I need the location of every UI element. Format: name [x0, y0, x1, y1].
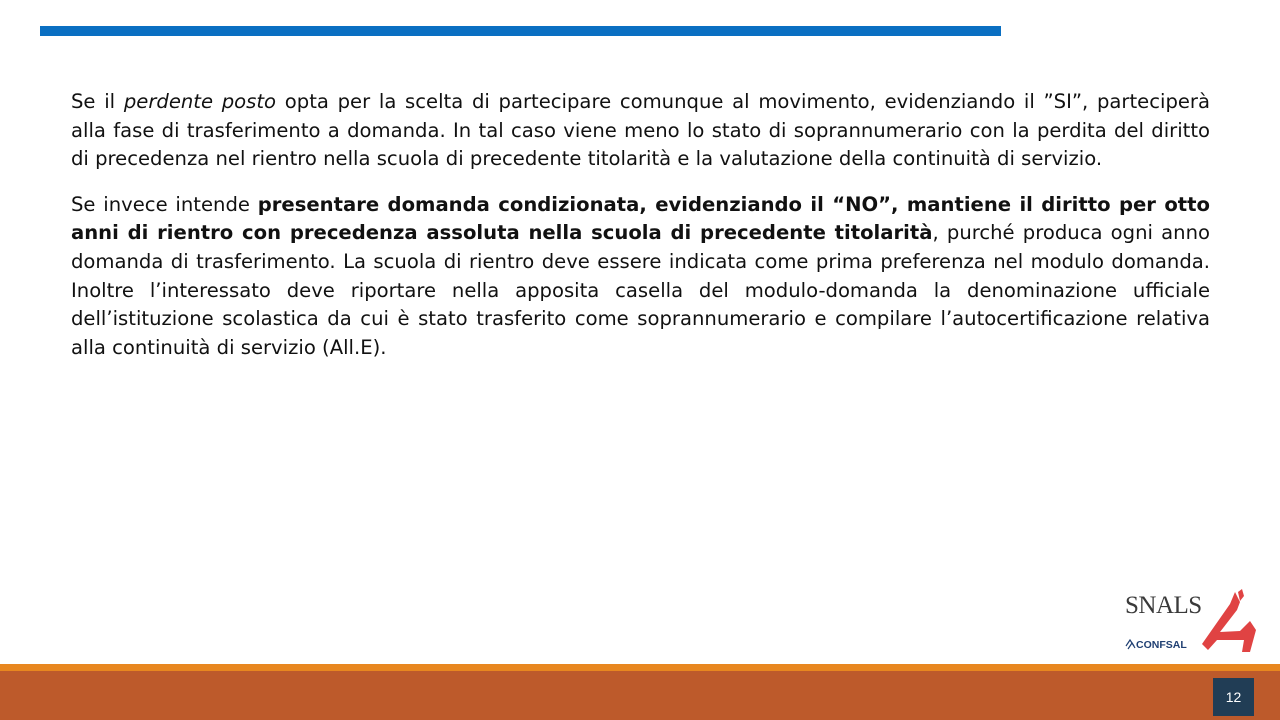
- paragraph-1-lead: Se il: [71, 90, 124, 113]
- snals-logo-graphic: [1118, 584, 1258, 660]
- page-number: 12: [1213, 678, 1254, 716]
- top-accent-bar: [40, 26, 1001, 36]
- svg-text:CONFSAL: CONFSAL: [1136, 639, 1187, 651]
- footer-accent-stripe: [0, 664, 1280, 671]
- footer-band: [0, 671, 1280, 720]
- paragraph-1-rest: opta per la scelta di partecipare comunque al movimento, evidenziando il ”SI”, parteciperà alla fase di trasferimento a domanda. In tal caso viene meno lo stato di soprannumerario con la perdita del diritto di precedenza nel rientro nella scuola di precedente titolarità e la valutazione della continuità di servizio.: [71, 90, 1210, 171]
- snals-confsal-logo: [1118, 584, 1258, 660]
- paragraph-2-rest: , purché produca ogni anno domanda di trasferimento. La scuola di rientro deve essere indicata come prima preferenza nel modulo domanda. Inoltre l’interessato deve riportare nella apposita casella del modulo-domanda la denominazione ufficiale dell’istituzione scolastica da cui è stato trasferito come soprannumerario e compilare l’autocertificazione relativa alla continuità di servizio (All.E).: [71, 221, 1210, 359]
- svg-text:SNALS: SNALS: [1125, 592, 1202, 619]
- paragraph-2-lead: Se invece intende: [71, 192, 258, 216]
- paragraph-2-bold: presentare domanda condizionata, evidenziando il “NO”, mantiene il diritto per otto anni di rientro con precedenza assoluta nella scuola di precedente titolarità: [71, 192, 1210, 245]
- paragraph-domanda-condizionata: [71, 191, 1210, 363]
- paragraph-perdente-posto: [71, 88, 1210, 174]
- paragraph-1-italic: perdente posto: [123, 90, 277, 113]
- slide-body: [71, 88, 1210, 379]
